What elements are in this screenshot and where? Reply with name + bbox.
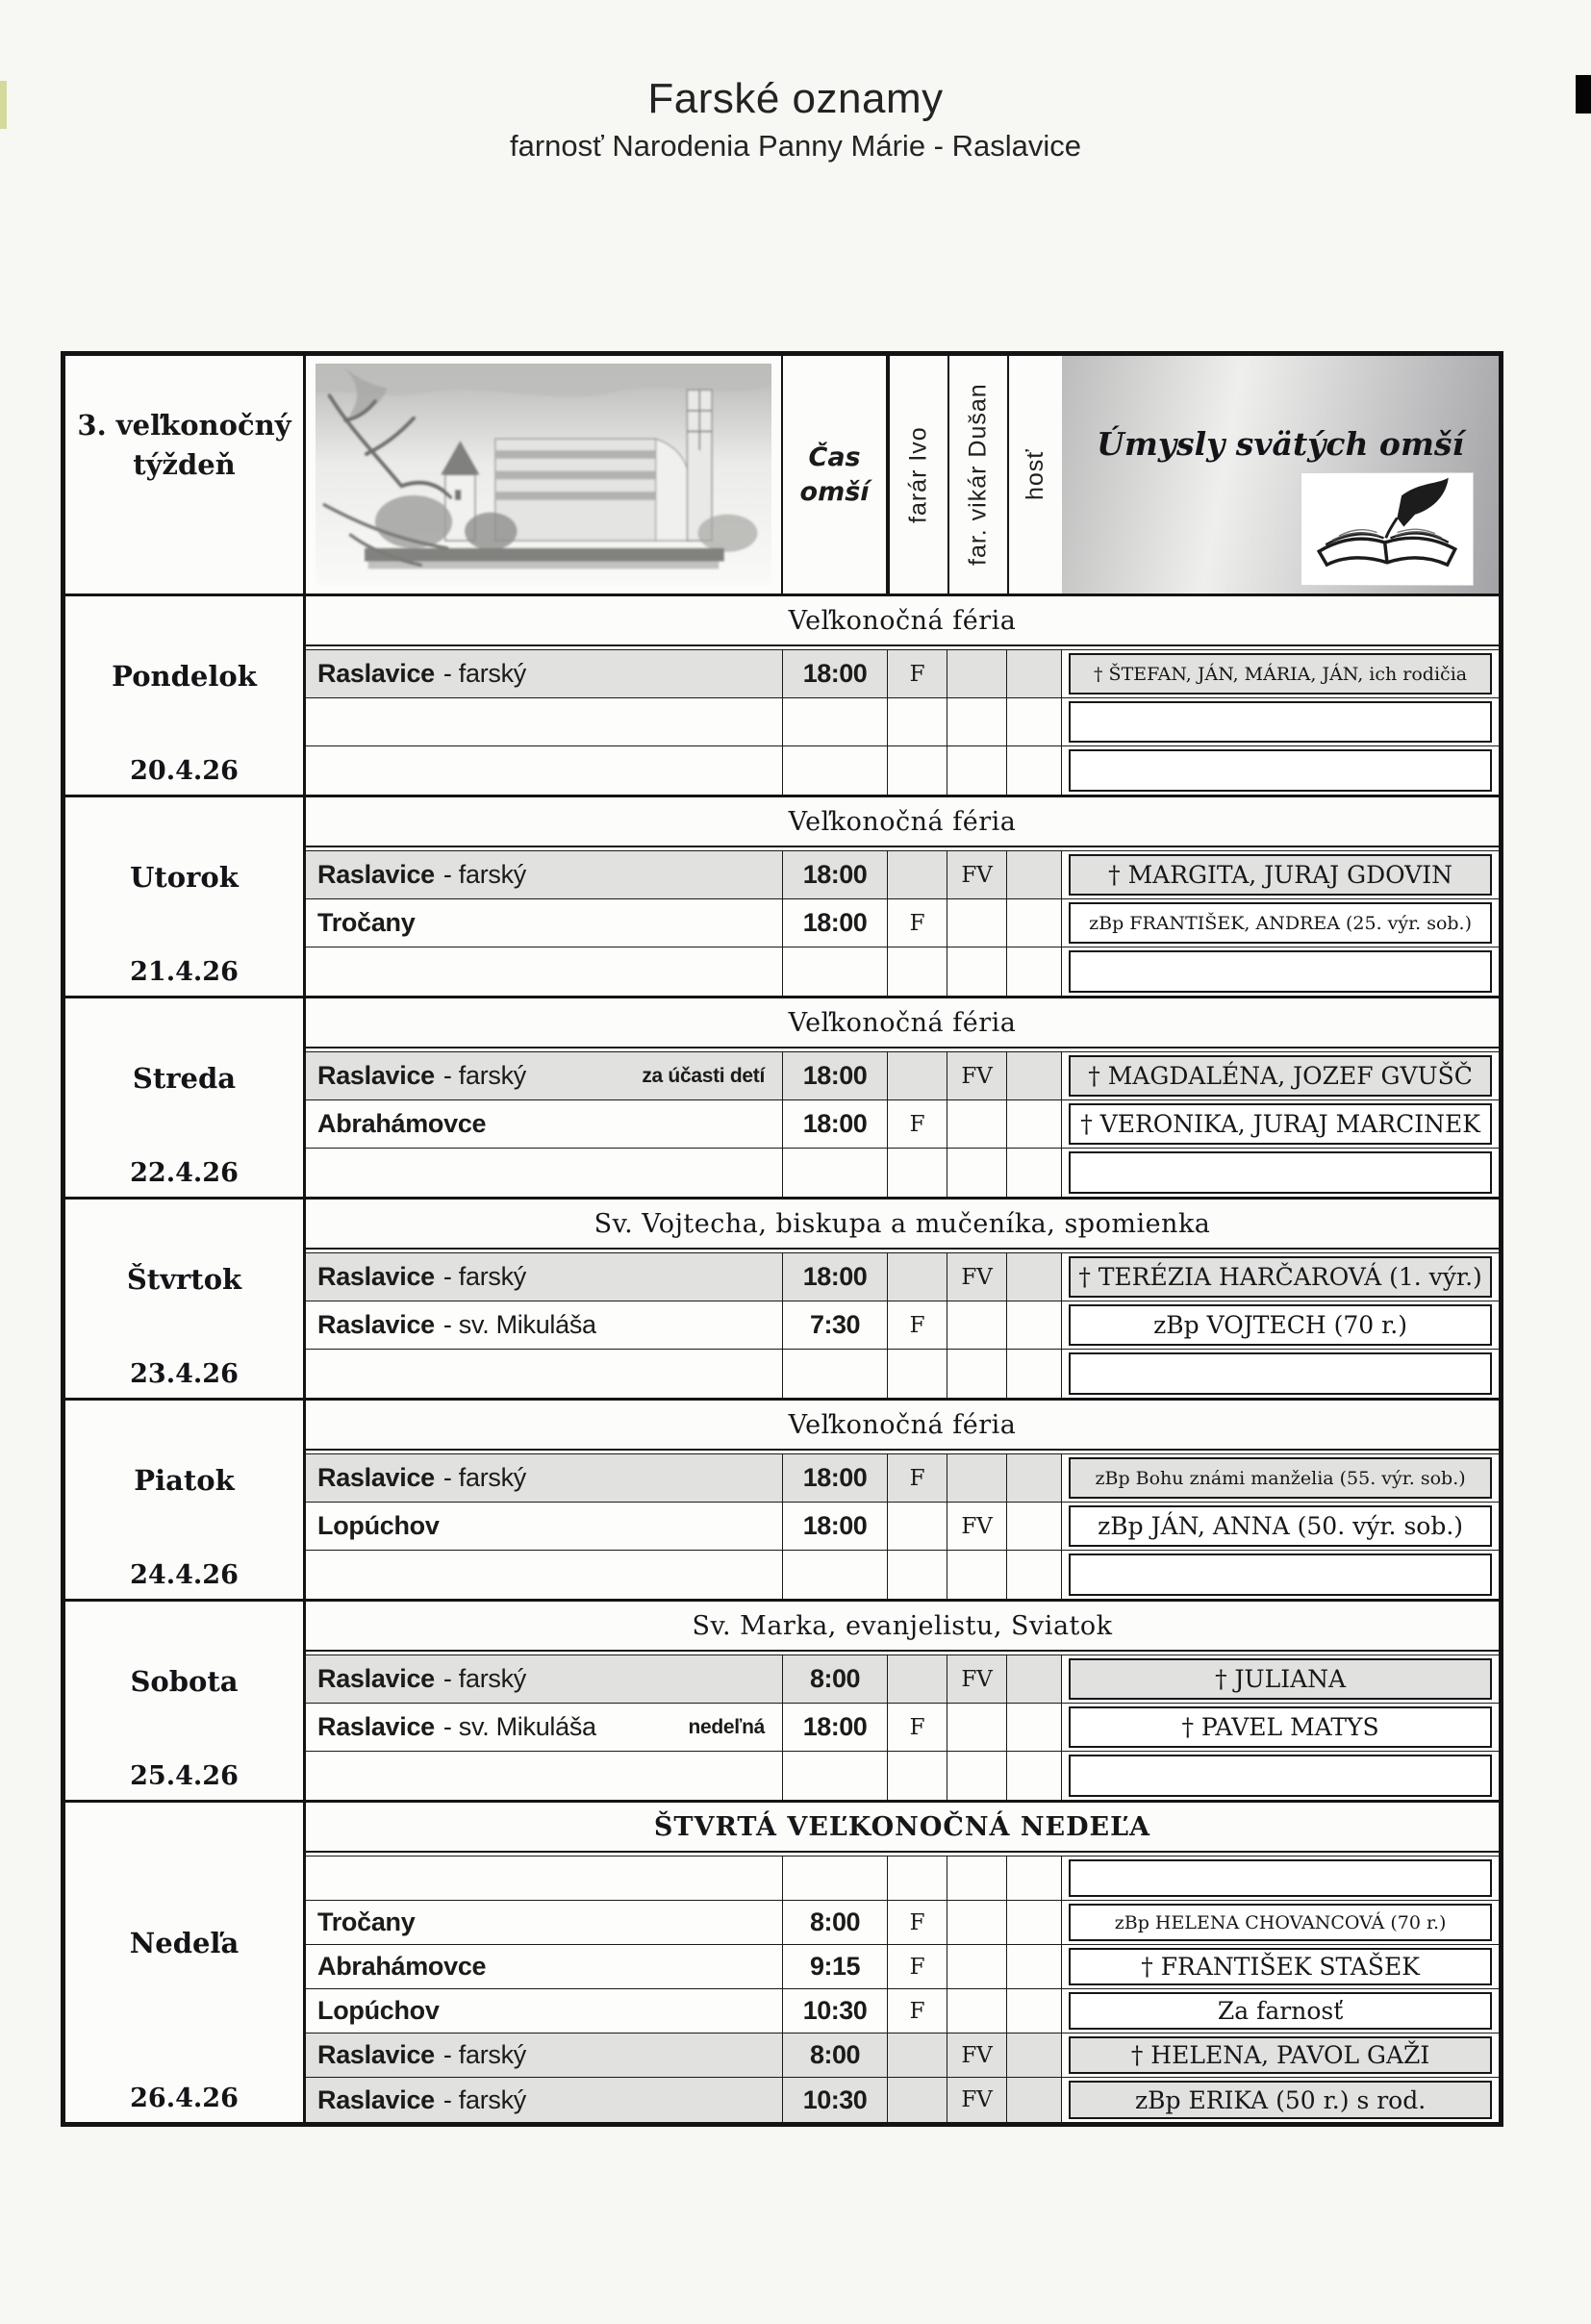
celebrant-host — [1007, 1901, 1062, 1944]
mass-row — [306, 698, 1499, 746]
mass-place-cell — [306, 1901, 783, 1944]
celebrant-vikar — [947, 746, 1007, 795]
place-name: Raslavice — [317, 2084, 435, 2114]
celebrant-host — [1007, 2078, 1062, 2122]
day-cell — [65, 998, 306, 1197]
intention-cell — [1062, 1989, 1499, 2033]
place-suffix: - sv. Mikuláša — [442, 1310, 596, 1339]
mass-place-cell — [306, 1945, 783, 1988]
intention-cell — [1062, 1901, 1499, 1944]
celebrant-vikar: FV — [947, 1655, 1007, 1703]
feast-title: Veľkonočná féria — [306, 596, 1499, 646]
mass-place-cell — [306, 899, 783, 947]
day-date: 24.4.26 — [130, 1560, 239, 1590]
mass-time: 18:00 — [783, 851, 888, 898]
intention-cell — [1062, 1857, 1499, 1900]
column-header-intentions — [1062, 356, 1499, 594]
mass-place-cell — [306, 1454, 783, 1502]
mass-row — [306, 1857, 1499, 1901]
celebrant-host — [1007, 947, 1062, 996]
feast-title: Veľkonočná féria — [306, 1401, 1499, 1451]
celebrant-host — [1007, 2034, 1062, 2077]
day-schedule — [306, 1602, 1499, 1800]
place-name: Lopúchov — [317, 1996, 440, 2025]
mass-rows — [306, 1856, 1499, 2122]
page-title: Farské oznamy — [647, 75, 944, 122]
celebrant-host — [1007, 1704, 1062, 1751]
celebrant-vikar — [947, 1857, 1007, 1900]
celebrant-vikar — [947, 650, 1007, 697]
scan-corner-artifact — [1576, 75, 1591, 114]
place-suffix: - farský — [442, 659, 527, 688]
intention-cell — [1062, 1454, 1499, 1502]
intention-cell — [1062, 1503, 1499, 1550]
place-name: Raslavice — [317, 1463, 435, 1492]
mass-row — [306, 1052, 1499, 1100]
intentions-label: Úmysly svätých omší — [1097, 425, 1464, 463]
day-schedule — [306, 797, 1499, 996]
day-schedule — [306, 596, 1499, 795]
mass-intention: † MARGITA, JURAJ GDOVIN — [1069, 854, 1492, 896]
feast-title: ŠTVRTÁ VEĽKONOČNÁ NEDEĽA — [306, 1803, 1499, 1853]
feast-title: Veľkonočná féria — [306, 797, 1499, 847]
intention-cell — [1062, 947, 1499, 996]
intention-cell — [1062, 1253, 1499, 1301]
mass-time: 18:00 — [783, 1253, 888, 1301]
mass-place-cell — [306, 1989, 783, 2033]
mass-time: 9:15 — [783, 1945, 888, 1988]
mass-intention — [1069, 1151, 1492, 1194]
mass-row — [306, 1655, 1499, 1704]
mass-place-cell — [306, 947, 783, 996]
mass-place-cell — [306, 1655, 783, 1703]
celebrant-vikar — [947, 1100, 1007, 1148]
mass-row — [306, 1945, 1499, 1989]
place-suffix: - farský — [442, 1463, 527, 1492]
mass-intention: † ŠTEFAN, JÁN, MÁRIA, JÁN, ich rodičia — [1069, 653, 1492, 695]
day-date: 22.4.26 — [130, 1158, 239, 1188]
intention-cell — [1062, 1655, 1499, 1703]
mass-place-cell — [306, 746, 783, 795]
scan-edge-artifact — [0, 81, 7, 129]
celebrant-farar: F — [888, 1454, 947, 1502]
column-header-mass-time: Čas omší — [783, 356, 888, 594]
celebrant-host — [1007, 1253, 1062, 1301]
mass-time — [783, 1350, 888, 1398]
day-cell — [65, 1401, 306, 1599]
mass-intention — [1069, 701, 1492, 743]
celebrant-farar: F — [888, 1901, 947, 1944]
mass-row — [306, 1503, 1499, 1551]
mass-place-cell — [306, 1100, 783, 1148]
mass-intention: † PAVEL MATYS — [1069, 1706, 1492, 1748]
mass-time: 18:00 — [783, 1704, 888, 1751]
mass-rows — [306, 1655, 1499, 1800]
mass-intention — [1069, 749, 1492, 792]
mass-place-cell — [306, 2078, 783, 2122]
celebrant-vikar — [947, 1551, 1007, 1599]
celebrant-vikar: FV — [947, 1503, 1007, 1550]
celebrant-vikar: FV — [947, 851, 1007, 898]
celebrant-vikar — [947, 1752, 1007, 1800]
table-header-row — [65, 356, 1499, 596]
mass-rows — [306, 1252, 1499, 1398]
feast-title: Sv. Marka, evanjelistu, Sviatok — [306, 1602, 1499, 1652]
mass-time: 8:00 — [783, 1901, 888, 1944]
day-block — [65, 797, 1499, 998]
celebrant-vikar: FV — [947, 2078, 1007, 2122]
open-book-clipart — [1301, 472, 1474, 586]
celebrant-vikar — [947, 1301, 1007, 1349]
celebrant-host — [1007, 851, 1062, 898]
celebrant-host — [1007, 899, 1062, 947]
column-header-host: hosť — [1007, 356, 1062, 594]
intention-cell — [1062, 1350, 1499, 1398]
mass-time: 18:00 — [783, 1100, 888, 1148]
celebrant-farar: F — [888, 1704, 947, 1751]
day-cell — [65, 1803, 306, 2122]
intention-cell — [1062, 1052, 1499, 1099]
place-suffix: - farský — [442, 1262, 527, 1291]
day-blocks-container — [65, 596, 1499, 2122]
celebrant-host — [1007, 1350, 1062, 1398]
place-name: Raslavice — [317, 1310, 435, 1339]
celebrant-host — [1007, 1503, 1062, 1550]
celebrant-vikar — [947, 1454, 1007, 1502]
place-name: Raslavice — [317, 860, 435, 889]
mass-place-cell — [306, 851, 783, 898]
intention-cell — [1062, 698, 1499, 745]
mass-row — [306, 746, 1499, 795]
celebrant-host — [1007, 698, 1062, 745]
day-name: Pondelok — [112, 660, 257, 693]
place-suffix: - farský — [442, 1061, 527, 1090]
place-name: Tročany — [317, 908, 416, 937]
mass-intention: zBp HELENA CHOVANCOVÁ (70 r.) — [1069, 1904, 1492, 1941]
mass-row — [306, 1253, 1499, 1301]
day-name: Sobota — [130, 1665, 239, 1698]
celebrant-vikar — [947, 947, 1007, 996]
celebrant-farar: F — [888, 650, 947, 697]
place-note: nedeľná — [688, 1715, 765, 1738]
mass-place-cell — [306, 1857, 783, 1900]
day-schedule — [306, 1401, 1499, 1599]
mass-intention: † FRANTIŠEK STAŠEK — [1069, 1948, 1492, 1985]
intention-cell — [1062, 1752, 1499, 1800]
place-note: za účasti detí — [642, 1064, 765, 1087]
celebrant-host — [1007, 746, 1062, 795]
mass-time: 10:30 — [783, 1989, 888, 2033]
mass-row — [306, 1149, 1499, 1197]
mass-intention — [1069, 1554, 1492, 1596]
mass-time: 18:00 — [783, 1454, 888, 1502]
mass-row — [306, 1551, 1499, 1599]
mass-intention — [1069, 950, 1492, 993]
mass-time: 8:00 — [783, 1655, 888, 1703]
mass-row — [306, 1350, 1499, 1398]
column-header-vikar-dusan: far. vikár Dušan — [947, 356, 1007, 594]
celebrant-farar — [888, 1503, 947, 1550]
day-date: 23.4.26 — [130, 1359, 239, 1389]
day-block — [65, 1401, 1499, 1602]
celebrant-farar — [888, 1350, 947, 1398]
day-block — [65, 1200, 1499, 1401]
mass-place-cell — [306, 1551, 783, 1599]
place-suffix: - farský — [442, 2040, 527, 2069]
celebrant-host — [1007, 1454, 1062, 1502]
mass-time: 18:00 — [783, 1503, 888, 1550]
mass-place-cell — [306, 1503, 783, 1550]
place-name: Abrahámovce — [317, 1109, 487, 1138]
mass-intention: † MAGDALÉNA, JOZEF GVUŠČ — [1069, 1055, 1492, 1097]
mass-row — [306, 1752, 1499, 1800]
celebrant-vikar — [947, 1989, 1007, 2033]
celebrant-farar — [888, 1857, 947, 1900]
mass-row — [306, 1989, 1499, 2034]
scanned-parish-bulletin — [0, 75, 1591, 2324]
celebrant-farar: F — [888, 1989, 947, 2033]
mass-row — [306, 1704, 1499, 1752]
place-name: Raslavice — [317, 2040, 435, 2069]
mass-intention: zBp Bohu známi manželia (55. výr. sob.) — [1069, 1457, 1492, 1499]
celebrant-farar — [888, 1655, 947, 1703]
celebrant-farar — [888, 2078, 947, 2122]
day-block — [65, 596, 1499, 797]
celebrant-farar — [888, 1551, 947, 1599]
mass-place-cell — [306, 1301, 783, 1349]
celebrant-host — [1007, 1551, 1062, 1599]
mass-intention: zBp VOJTECH (70 r.) — [1069, 1304, 1492, 1346]
celebrant-host — [1007, 1857, 1062, 1900]
celebrant-vikar — [947, 698, 1007, 745]
place-suffix: - sv. Mikuláša — [442, 1712, 596, 1741]
mass-place-cell — [306, 1350, 783, 1398]
mass-time — [783, 1551, 888, 1599]
day-schedule — [306, 1200, 1499, 1398]
celebrant-host — [1007, 1052, 1062, 1099]
day-block — [65, 1803, 1499, 2122]
day-block — [65, 998, 1499, 1200]
celebrant-farar — [888, 1052, 947, 1099]
church-illustration — [306, 356, 783, 594]
mass-row — [306, 947, 1499, 996]
day-name: Streda — [132, 1062, 237, 1095]
place-suffix: - farský — [442, 860, 527, 889]
mass-place-cell — [306, 1253, 783, 1301]
day-date: 26.4.26 — [130, 2084, 239, 2113]
mass-place-cell — [306, 1149, 783, 1197]
day-date: 25.4.26 — [130, 1761, 239, 1791]
intention-cell — [1062, 899, 1499, 947]
celebrant-host — [1007, 1752, 1062, 1800]
mass-row — [306, 2034, 1499, 2078]
celebrant-farar: F — [888, 1945, 947, 1988]
mass-time: 8:00 — [783, 2034, 888, 2077]
mass-row — [306, 2078, 1499, 2122]
feast-title: Sv. Vojtecha, biskupa a mučeníka, spomienka — [306, 1200, 1499, 1250]
mass-place-cell — [306, 650, 783, 697]
mass-time: 18:00 — [783, 650, 888, 697]
celebrant-farar — [888, 947, 947, 996]
mass-intention: † TERÉZIA HARČAROVÁ (1. výr.) — [1069, 1256, 1492, 1298]
intention-cell — [1062, 1100, 1499, 1148]
celebrant-farar: F — [888, 1100, 947, 1148]
place-name: Tročany — [317, 1907, 416, 1936]
celebrant-vikar — [947, 899, 1007, 947]
mass-rows — [306, 850, 1499, 996]
intention-cell — [1062, 851, 1499, 898]
intention-cell — [1062, 2034, 1499, 2077]
day-schedule — [306, 998, 1499, 1197]
mass-rows — [306, 649, 1499, 795]
mass-schedule-table — [61, 351, 1503, 2127]
day-date: 21.4.26 — [130, 957, 239, 987]
place-name: Raslavice — [317, 1262, 435, 1291]
mass-intention: zBp ERIKA (50 r.) s rod. — [1069, 2081, 1492, 2119]
mass-time — [783, 698, 888, 745]
celebrant-vikar — [947, 1945, 1007, 1988]
intention-cell — [1062, 746, 1499, 795]
place-name: Lopúchov — [317, 1511, 440, 1540]
celebrant-vikar: FV — [947, 2034, 1007, 2077]
mass-row — [306, 899, 1499, 947]
intention-cell — [1062, 1301, 1499, 1349]
day-date: 20.4.26 — [130, 756, 239, 786]
intention-cell — [1062, 1551, 1499, 1599]
celebrant-host — [1007, 1655, 1062, 1703]
mass-time — [783, 1857, 888, 1900]
celebrant-host — [1007, 650, 1062, 697]
celebrant-host — [1007, 1989, 1062, 2033]
celebrant-vikar — [947, 1149, 1007, 1197]
mass-row — [306, 1454, 1499, 1503]
day-name: Piatok — [134, 1464, 235, 1497]
day-cell — [65, 596, 306, 795]
celebrant-host — [1007, 1301, 1062, 1349]
mass-intention: Za farnosť — [1069, 1992, 1492, 2030]
celebrant-farar — [888, 746, 947, 795]
mass-place-cell — [306, 698, 783, 745]
celebrant-farar — [888, 1149, 947, 1197]
mass-intention — [1069, 1755, 1492, 1797]
day-name: Utorok — [130, 861, 239, 894]
mass-intention: † JULIANA — [1069, 1658, 1492, 1700]
mass-time — [783, 746, 888, 795]
celebrant-vikar: FV — [947, 1052, 1007, 1099]
place-suffix: - farský — [442, 2084, 527, 2114]
celebrant-farar — [888, 1253, 947, 1301]
day-schedule — [306, 1803, 1499, 2122]
mass-intention: † VERONIKA, JURAJ MARCINEK — [1069, 1103, 1492, 1145]
celebrant-host — [1007, 1945, 1062, 1988]
day-cell — [65, 797, 306, 996]
celebrant-farar — [888, 698, 947, 745]
week-label: 3. veľkonočný týždeň — [65, 356, 306, 594]
intention-cell — [1062, 1704, 1499, 1751]
mass-intention: † HELENA, PAVOL GAŽI — [1069, 2036, 1492, 2074]
celebrant-farar — [888, 851, 947, 898]
celebrant-vikar — [947, 1350, 1007, 1398]
celebrant-farar — [888, 2034, 947, 2077]
mass-rows — [306, 1051, 1499, 1197]
celebrant-vikar — [947, 1901, 1007, 1944]
intention-cell — [1062, 650, 1499, 697]
mass-time: 18:00 — [783, 899, 888, 947]
mass-place-cell — [306, 2034, 783, 2077]
mass-intention — [1069, 1352, 1492, 1395]
mass-rows — [306, 1453, 1499, 1599]
mass-place-cell — [306, 1704, 783, 1751]
table-header-main — [306, 356, 1499, 594]
day-name: Nedeľa — [129, 1927, 240, 1959]
column-header-farar-ivo: farár Ivo — [888, 356, 947, 594]
mass-row — [306, 1901, 1499, 1945]
intention-cell — [1062, 1945, 1499, 1988]
mass-row — [306, 650, 1499, 698]
mass-time — [783, 1752, 888, 1800]
page-subtitle: farnosť Narodenia Panny Márie - Raslavice — [509, 129, 1081, 163]
mass-place-cell — [306, 1752, 783, 1800]
mass-intention: zBp JÁN, ANNA (50. výr. sob.) — [1069, 1505, 1492, 1547]
day-block — [65, 1602, 1499, 1803]
celebrant-host — [1007, 1149, 1062, 1197]
celebrant-host — [1007, 1100, 1062, 1148]
mass-intention: zBp FRANTIŠEK, ANDREA (25. výr. sob.) — [1069, 902, 1492, 944]
mass-time: 18:00 — [783, 1052, 888, 1099]
celebrant-farar: F — [888, 899, 947, 947]
day-name: Štvrtok — [126, 1263, 242, 1296]
intention-cell — [1062, 2078, 1499, 2122]
place-suffix: - farský — [442, 1664, 527, 1693]
mass-place-cell — [306, 1052, 783, 1099]
mass-row — [306, 1100, 1499, 1149]
place-name: Raslavice — [317, 1712, 435, 1741]
celebrant-farar: F — [888, 1301, 947, 1349]
mass-row — [306, 1301, 1499, 1350]
mass-time: 10:30 — [783, 2078, 888, 2122]
intention-cell — [1062, 1149, 1499, 1197]
mass-time: 7:30 — [783, 1301, 888, 1349]
mass-intention — [1069, 1859, 1492, 1897]
celebrant-farar — [888, 1752, 947, 1800]
feast-title: Veľkonočná féria — [306, 998, 1499, 1048]
place-name: Raslavice — [317, 1664, 435, 1693]
mass-time — [783, 947, 888, 996]
day-cell — [65, 1200, 306, 1398]
celebrant-vikar — [947, 1704, 1007, 1751]
mass-row — [306, 851, 1499, 899]
mass-time — [783, 1149, 888, 1197]
celebrant-vikar: FV — [947, 1253, 1007, 1301]
day-cell — [65, 1602, 306, 1800]
place-name: Raslavice — [317, 1061, 435, 1090]
place-name: Abrahámovce — [317, 1952, 487, 1981]
place-name: Raslavice — [317, 659, 435, 688]
